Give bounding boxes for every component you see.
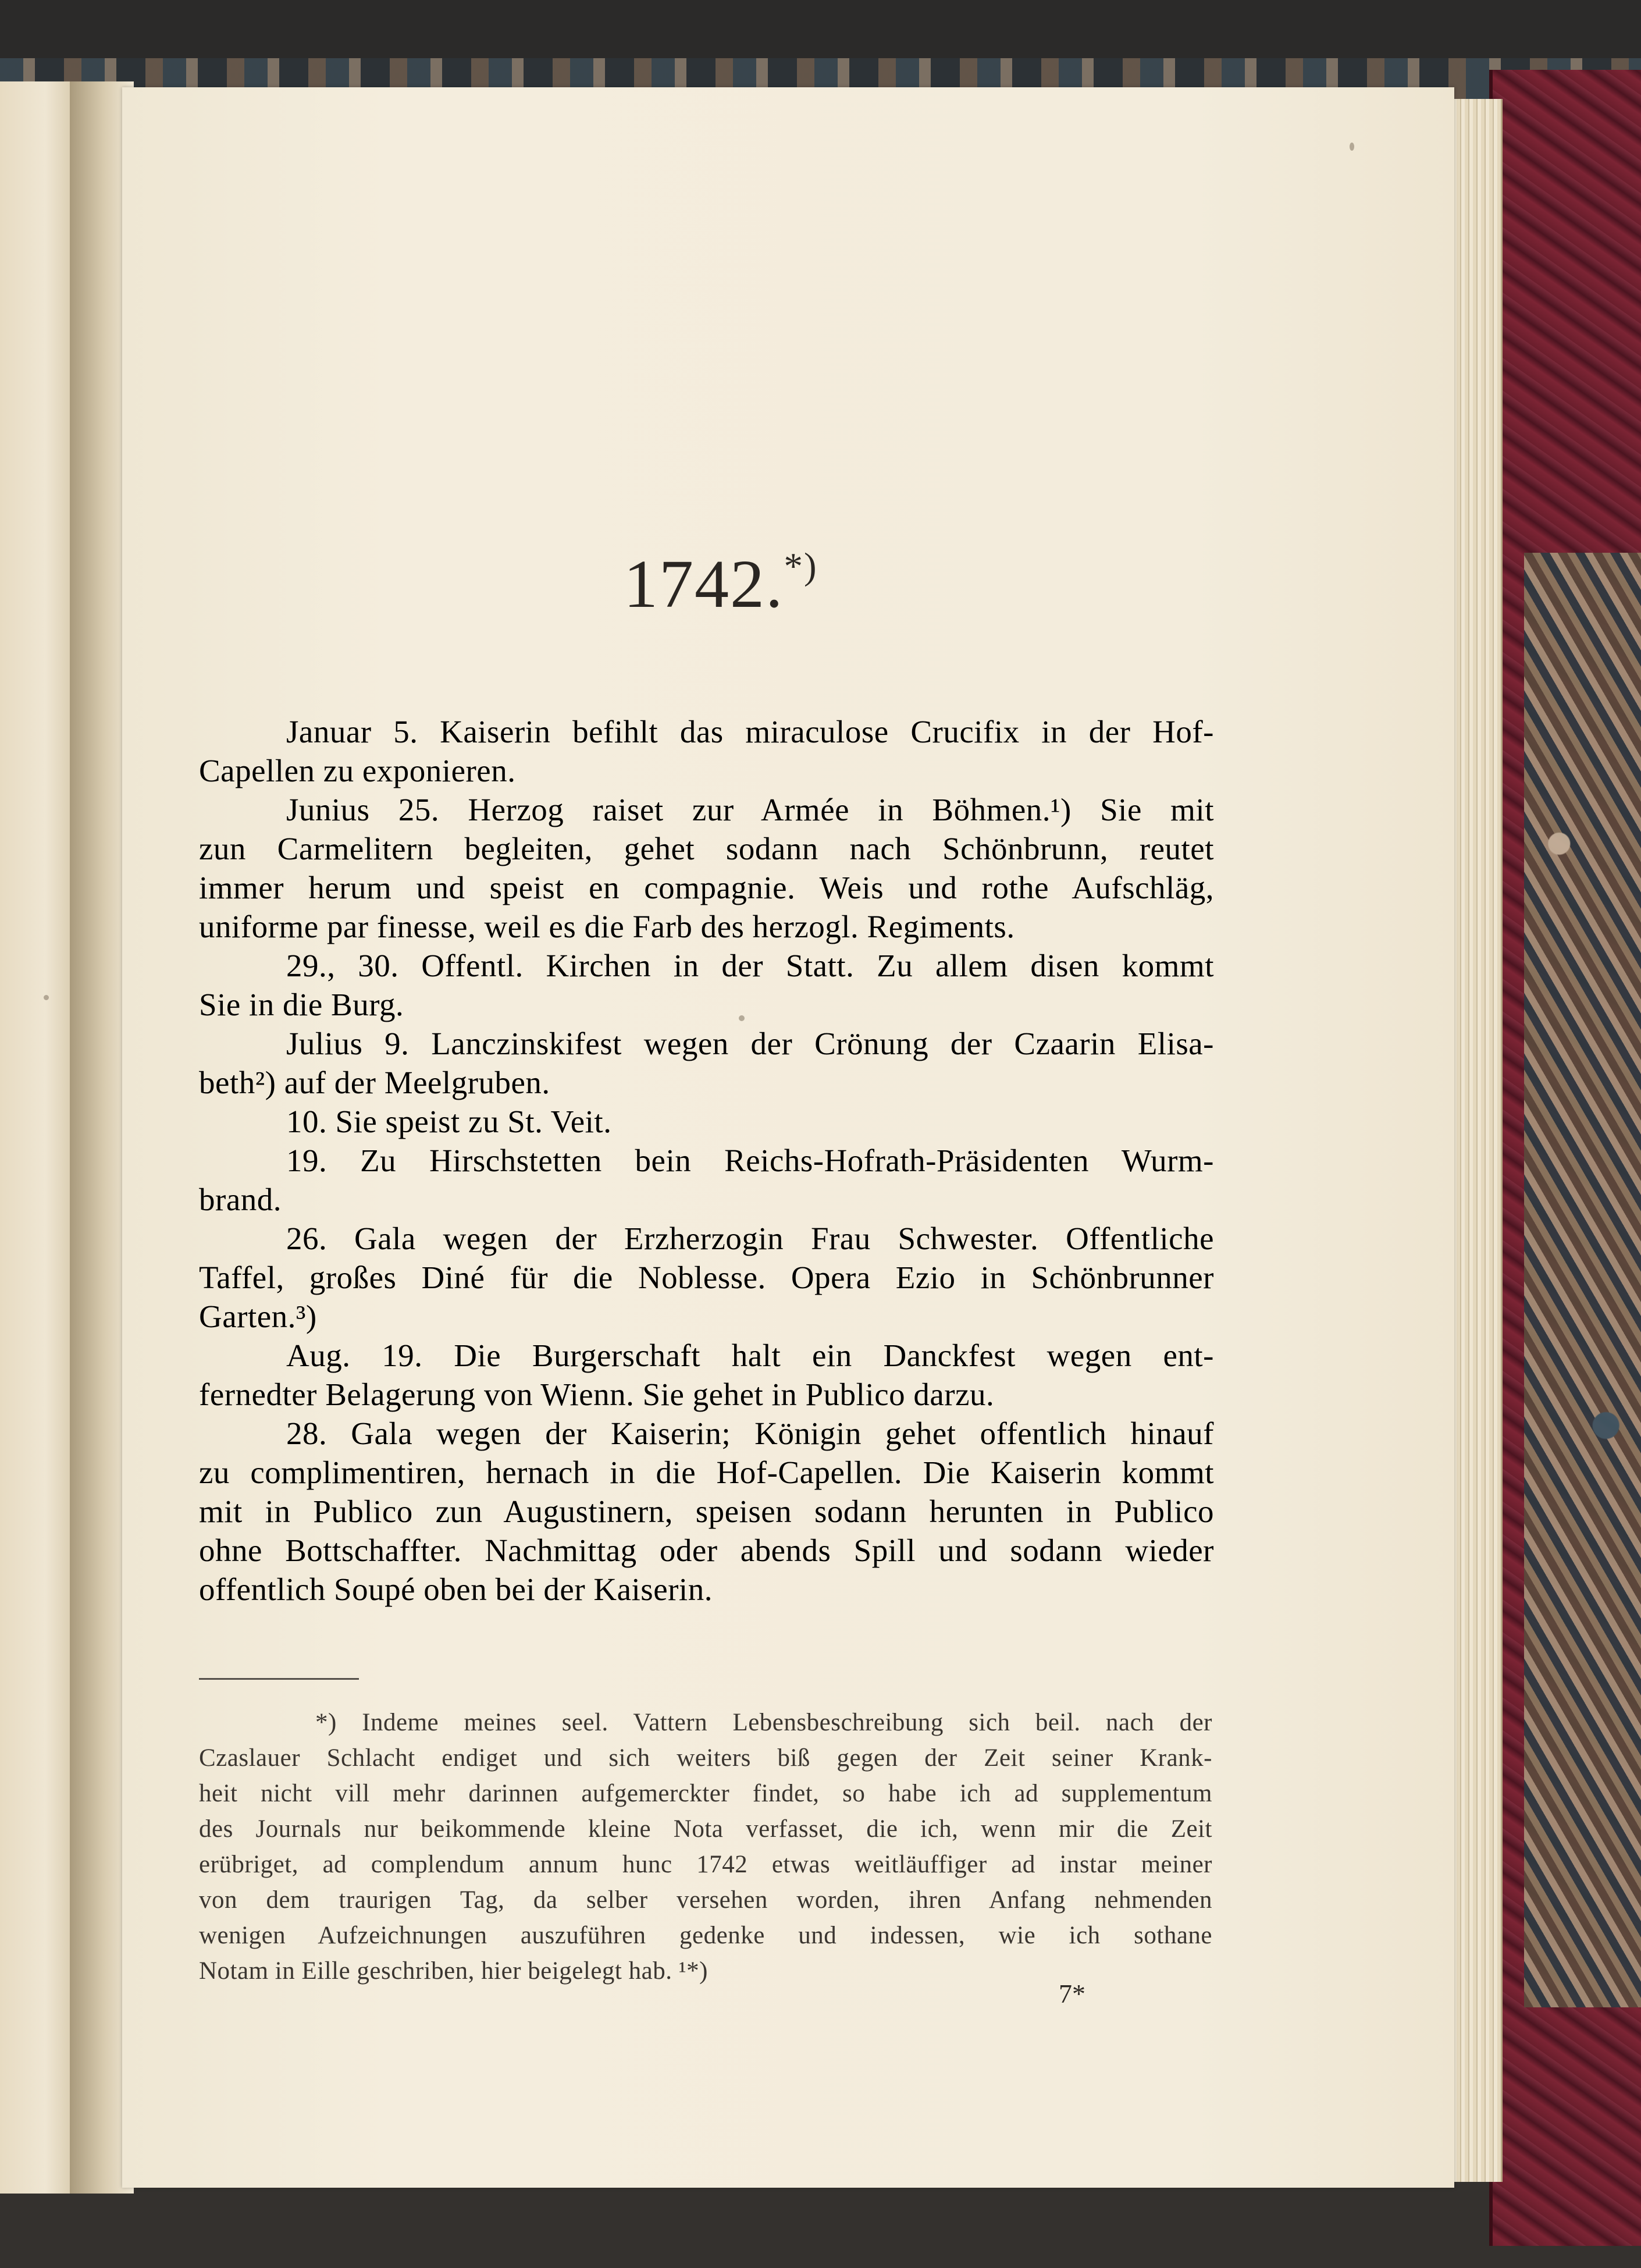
text-line: Januar 5. Kaiserin befihlt das miraculose Crucifix in der Hof- (286, 714, 1214, 749)
paper-speck (739, 1015, 745, 1021)
signature-mark: 7* (1059, 1979, 1085, 2009)
text-line: 26. Gala wegen der Erzherzogin Frau Schwester. Offentliche (286, 1221, 1214, 1256)
text-line: fernedter Belagerung von Wienn. Sie gehet in Publico darzu. (199, 1377, 995, 1412)
marbled-cover-right (1524, 553, 1641, 2007)
text-line: Aug. 19. Die Burgerschaft halt ein Danckfest wegen ent- (286, 1338, 1214, 1373)
text-line: zun Carmelitern begleiten, gehet sodann nach Schönbrunn, reutet (199, 831, 1214, 866)
footnote-line: Czaslauer Schlacht endiget und sich weiters biß gegen der Zeit seiner Krank- (199, 1744, 1212, 1772)
text-line: 19. Zu Hirschstetten bein Reichs-Hofrath-Präsidenten Wurm- (286, 1143, 1214, 1178)
text-line: beth²) auf der Meelgruben. (199, 1065, 550, 1100)
footnote-text (199, 1705, 1212, 1989)
footnote-line: *) Indeme meines seel. Vattern Lebensbeschreibung sich beil. nach der (315, 1709, 1212, 1736)
text-line: 29., 30. Offentl. Kirchen in der Statt. Zu allem disen kommt (286, 948, 1214, 983)
text-line: zu complimentiren, hernach in die Hof-Capellen. Die Kaiserin kommt (199, 1455, 1214, 1490)
paper-speck (1350, 143, 1354, 151)
text-line: brand. (199, 1182, 282, 1217)
page-title (624, 545, 818, 622)
text-line: uniforme par finesse, weil es die Farb des herzogl. Regiments. (199, 909, 1015, 944)
footnote-line: des Journals nur beikommende kleine Nota verfasset, die ich, wenn mir die Zeit (199, 1815, 1212, 1843)
text-line: Capellen zu exponieren. (199, 753, 516, 788)
text-line: mit in Publico zun Augustinern, speisen sodann herunten in Publico (199, 1494, 1214, 1529)
heading-footnote-marker: *) (784, 545, 818, 588)
text-line: offentlich Soupé oben bei der Kaiserin. (199, 1572, 713, 1607)
text-line: 28. Gala wegen der Kaiserin; Königin gehet offentlich hinauf (286, 1416, 1214, 1451)
text-line: ohne Bottschaffter. Nachmittag oder abends Spill und sodann wieder (199, 1533, 1214, 1568)
text-line: 10. Sie speist zu St. Veit. (286, 1104, 612, 1139)
page-stack-edges (1448, 99, 1503, 2182)
main-text (199, 712, 1214, 1609)
text-line: Junius 25. Herzog raiset zur Armée in Böhmen.¹) Sie mit (286, 792, 1214, 827)
footnote-line: Notam in Eille geschriben, hier beigelegt hab. ¹*) (199, 1957, 708, 1985)
footnote-line: von dem traurigen Tag, da selber versehen worden, ihren Anfang nehmenden (199, 1886, 1212, 1914)
text-line: Sie in die Burg. (199, 987, 404, 1022)
footnote-line: heit nicht vill mehr darinnen aufgemerckter findet, so habe ich ad supplementum (199, 1780, 1212, 1807)
footnote-divider (199, 1678, 359, 1680)
text-line: Taffel, großes Diné für die Noblesse. Opera Ezio in Schönbrunner (199, 1260, 1214, 1295)
text-line: Garten.³) (199, 1299, 317, 1334)
footnote-line: wenigen Aufzeichnungen auszuführen gedenke und indessen, wie ich sothane (199, 1922, 1212, 1949)
left-page-edge (0, 81, 76, 2194)
text-line: Julius 9. Lanczinskifest wegen der Crönung der Czaarin Elisa- (286, 1026, 1214, 1061)
paper-speck (44, 995, 49, 1000)
year-heading: 1742. (624, 546, 784, 622)
footnote-line: erübriget, ad complendum annum hunc 1742 etwas weitläuffiger ad instar meiner (199, 1851, 1212, 1878)
text-line: immer herum und speist en compagnie. Weis und rothe Aufschläg, (199, 870, 1214, 905)
